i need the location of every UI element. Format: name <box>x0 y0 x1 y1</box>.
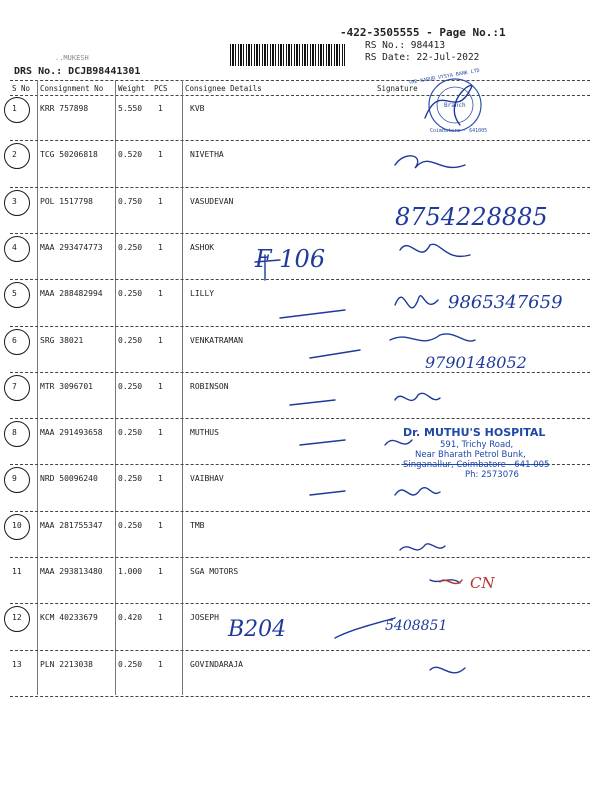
stamp-line-3: Singanallur, Coimbatore - 641 005 <box>403 460 550 470</box>
row-consignment-no: SRG 38021 <box>40 335 84 345</box>
row-consignment-no: PLN 2213038 <box>40 659 93 669</box>
row-weight: 0.250 <box>118 428 143 438</box>
col-header-sno: S No <box>12 84 31 93</box>
bank-seal-city: Coimbatore - 641005 <box>430 128 488 134</box>
row-consignee: JOSEPH <box>190 613 219 623</box>
row-weight: 0.250 <box>118 381 143 391</box>
row-weight: 0.250 <box>118 474 143 484</box>
row-consignee: VENKATRAMAN <box>190 335 243 345</box>
row-weight: 0.750 <box>118 196 143 206</box>
handwritten-phone-5: 9865347659 <box>448 292 563 313</box>
row-consignment-no: NRD 50096240 <box>40 474 98 484</box>
row-sno: 12 <box>12 613 22 623</box>
row-consignee: VAIBHAV <box>190 474 224 484</box>
row-consignee: SGA MOTORS <box>190 567 239 576</box>
row-sno: 9 <box>12 474 17 484</box>
row-consignee: ROBINSON <box>190 381 229 391</box>
row-consignment-no: KCM 40233679 <box>40 613 98 623</box>
row-sno: 7 <box>12 381 17 391</box>
row-weight: 0.250 <box>118 242 143 252</box>
col-header-weight: Weight <box>118 84 146 93</box>
row-pcs: 1 <box>158 196 163 206</box>
row-consignee: ASHOK <box>190 242 215 252</box>
handwritten-note-4: F 106 <box>255 245 326 273</box>
row-pcs: 1 <box>158 150 163 160</box>
row-weight: 0.250 <box>118 520 143 530</box>
drs-number: DRS No.: DCJB98441301 <box>14 66 141 77</box>
row-pcs: 1 <box>158 289 163 299</box>
row-consignee: VASUDEVAN <box>190 196 234 206</box>
handwritten-phone-6: 9790148052 <box>425 353 527 372</box>
row-consignment-no: MAA 281755347 <box>40 520 103 530</box>
row-consignment-no: MTR 3096701 <box>40 381 93 391</box>
rs-number: RS No.: 984413 <box>365 40 446 51</box>
header-top-line: -422-3505555 - Page No.:1 <box>340 26 506 39</box>
row-sno: 11 <box>12 567 22 576</box>
row-sno: 3 <box>12 196 17 206</box>
row-consignment-no: MAA 293813480 <box>40 567 103 576</box>
row-consignee: NIVETHA <box>190 150 224 160</box>
row-pcs: 1 <box>158 520 163 530</box>
row-consignee: KVB <box>190 104 205 113</box>
handwritten-note-12: B204 <box>228 617 287 642</box>
row-sno: 10 <box>12 520 22 530</box>
row-pcs: 1 <box>158 381 163 391</box>
row-pcs: 1 <box>158 428 163 438</box>
col-header-signature: Signature <box>377 84 418 93</box>
row-weight: 0.250 <box>118 289 143 299</box>
col-header-consignment: Consignment No <box>40 84 104 93</box>
row-pcs: 1 <box>158 242 163 252</box>
row-weight: 0.520 <box>118 150 143 160</box>
row-consignment-no: MAA 291493658 <box>40 428 103 438</box>
bank-seal-branch: Branch <box>444 102 466 109</box>
row-consignee: TMB <box>190 520 205 530</box>
row-consignment-no: TCG 50206818 <box>40 150 98 160</box>
row-consignment-no: MAA 293474773 <box>40 242 103 252</box>
bank-seal-text: THE KARUR VYSYA BANK LTD <box>408 67 481 87</box>
col-header-pcs: PCS <box>154 84 168 93</box>
row-pcs: 1 <box>158 474 163 484</box>
row-sno: 6 <box>12 335 17 345</box>
row-weight: 0.420 <box>118 613 143 623</box>
row-sno: 4 <box>12 242 17 252</box>
stamp-line-4: Ph: 2573076 <box>465 470 519 480</box>
handwritten-phone-3: 8754228885 <box>395 203 548 231</box>
row-consignment-no: POL 1517798 <box>40 196 93 206</box>
row-consignment-no: KRR 757898 <box>40 104 89 113</box>
faint-name: ..MUKESH <box>55 54 89 62</box>
row-pcs: 1 <box>158 659 163 669</box>
rs-date: RS Date: 22-Jul-2022 <box>365 52 480 63</box>
row-weight: 1.000 <box>118 567 143 576</box>
row-pcs: 1 <box>158 613 163 623</box>
row-consignee: GOVINDARAJA <box>190 659 243 669</box>
row-sno: 1 <box>12 104 17 113</box>
stamp-title: Dr. MUTHU'S HOSPITAL <box>403 426 546 439</box>
row-pcs: 1 <box>158 104 163 113</box>
row-consignment-no: MAA 288482994 <box>40 289 103 299</box>
row-sno: 2 <box>12 150 17 160</box>
row-pcs: 1 <box>158 335 163 345</box>
stamp-line-2: Near Bharath Petrol Bunk, <box>415 450 526 460</box>
row-weight: 0.250 <box>118 659 143 669</box>
row-weight: 0.250 <box>118 335 143 345</box>
row-consignee: LILLY <box>190 289 215 299</box>
row-sno: 5 <box>12 289 17 299</box>
row-pcs: 1 <box>158 567 163 576</box>
hospital-stamp <box>385 418 575 478</box>
row-weight: 5.550 <box>118 104 143 113</box>
row-sno: 8 <box>12 428 17 438</box>
row-consignee: MUTHUS <box>190 428 219 438</box>
handwritten-note-12-right: 5408851 <box>385 618 448 634</box>
row-sno: 13 <box>12 659 22 669</box>
stamp-line-1: 591, Trichy Road, <box>440 440 514 450</box>
col-header-consignee: Consignee Details <box>185 84 262 93</box>
handwritten-note-11: CN <box>470 574 495 592</box>
